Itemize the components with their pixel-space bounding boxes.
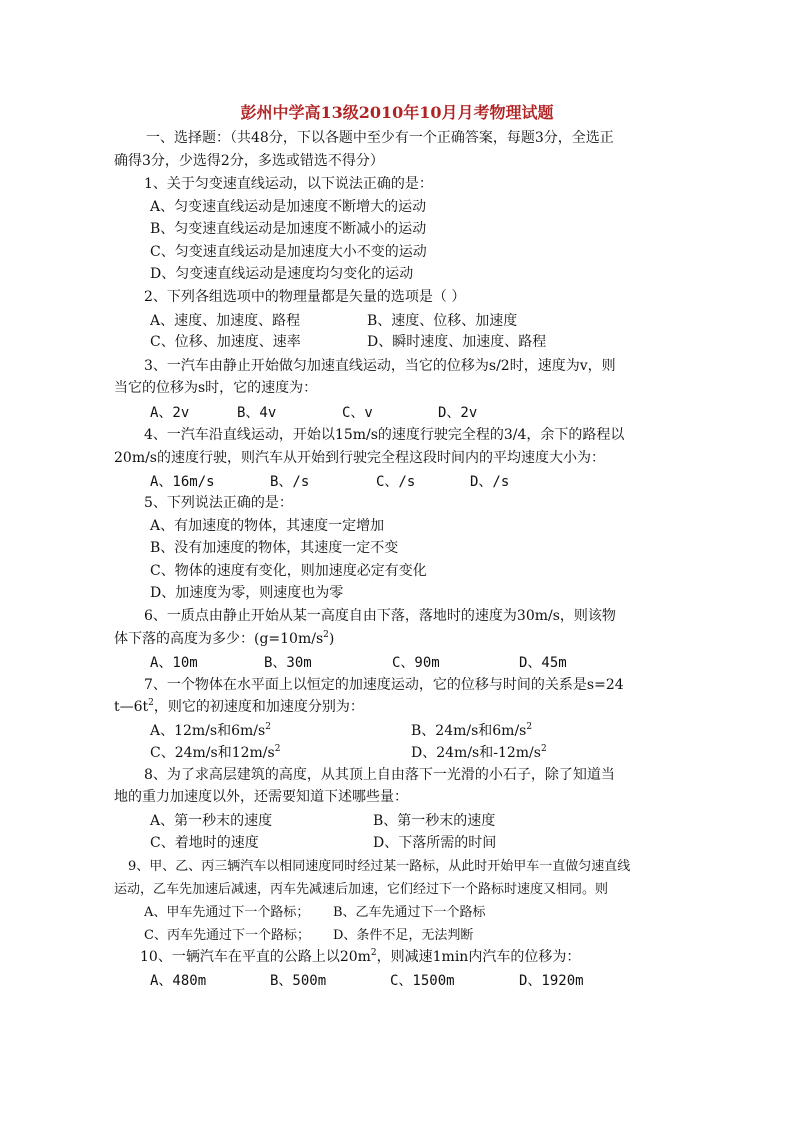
question-9-stem-line2: 运动，乙车先加速后减速，丙车先减速后加速，它们经过下一个路标时速度又相同。则 bbox=[114, 882, 609, 897]
question-2-option-a: A、速度、加速度、路程 bbox=[150, 313, 301, 329]
question-8-option-d: D、下落所需的时间 bbox=[373, 835, 497, 851]
question-7-stem-line1: 7、一个物体在水平面上以恒定的加速度运动，它的位移与时间的关系是s=24 bbox=[144, 677, 624, 693]
section-instructions-line2: 确得3分，少选得2分，多选或错选不得分） bbox=[114, 153, 384, 169]
question-4-option-b: B、/s bbox=[270, 474, 310, 490]
question-9-stem-line1: 9、甲、乙、丙三辆汽车以相同速度同时经过某一路标，从此时开始甲车一直做匀速直线 bbox=[128, 859, 631, 874]
question-1-option-c: C、匀变速直线运动是加速度大小不变的运动 bbox=[150, 244, 427, 260]
question-6-option-c: C、90m bbox=[392, 655, 440, 671]
question-9-option-b: B、乙车先通过下一个路标 bbox=[333, 905, 486, 920]
question-5-option-b: B、没有加速度的物体，其速度一定不变 bbox=[150, 540, 399, 556]
question-10-option-a: A、480m bbox=[150, 973, 207, 989]
question-9-option-c: C、丙车先通过下一个路标； bbox=[144, 928, 310, 943]
question-10-option-c: C、1500m bbox=[390, 973, 455, 989]
question-10-stem: 10、一辆汽车在平直的公路上以$20m^2$，则减速1min内汽车的位移为： bbox=[140, 948, 581, 965]
question-4-option-d: D、/s bbox=[470, 474, 510, 490]
question-3-stem-line2: 当它的位移为s时，它的速度为： bbox=[114, 380, 318, 396]
question-3-option-c: C、v bbox=[342, 405, 373, 421]
question-5-option-d: D、加速度为零，则速度也为零 bbox=[150, 585, 344, 601]
question-4-option-c: C、/s bbox=[376, 474, 416, 490]
question-4-option-a: A、16m/s bbox=[150, 474, 215, 490]
question-6-option-b: B、30m bbox=[264, 655, 312, 671]
question-2-stem: 2、下列各组选项中的物理量都是矢量的选项是（ ） bbox=[144, 289, 466, 305]
question-2-option-c: C、位移、加速度、速率 bbox=[150, 334, 301, 350]
question-8-option-b: B、第一秒末的速度 bbox=[373, 813, 496, 829]
question-8-stem-line2: 地的重力加速度以外，还需要知道下述哪些量： bbox=[114, 789, 408, 805]
question-7-option-a: A、12m/s和$6m/s^2$ bbox=[150, 722, 271, 739]
question-8-option-c: C、着地时的速度 bbox=[150, 835, 259, 851]
question-6-stem-line2: 体下落的高度为多少：$(g=10m/s^2)$ bbox=[114, 630, 335, 647]
question-2-option-b: B、速度、位移、加速度 bbox=[367, 313, 518, 329]
question-7-option-d: D、24m/s和$-12m/s^2$ bbox=[411, 744, 547, 761]
question-1-option-d: D、匀变速直线运动是速度均匀变化的运动 bbox=[150, 266, 414, 282]
exam-title: 彭州中学高13级2010年10月月考物理试题 bbox=[240, 103, 554, 122]
question-3-option-b: B、4v bbox=[237, 405, 277, 421]
question-4-stem-line2: 20m/s的速度行驶，则汽车从开始到行驶完全程这段时间内的平均速度大小为： bbox=[114, 450, 605, 466]
question-3-option-d: D、2v bbox=[438, 405, 478, 421]
question-1-stem: 1、关于匀变速直线运动，以下说法正确的是： bbox=[144, 176, 433, 192]
question-1-option-a: A、匀变速直线运动是加速度不断增大的运动 bbox=[150, 199, 427, 215]
question-9-option-d: D、条件不足，无法判断 bbox=[333, 928, 474, 943]
question-8-option-a: A、第一秒末的速度 bbox=[150, 813, 273, 829]
question-2-option-d: D、瞬时速度、加速度、路程 bbox=[367, 334, 547, 350]
question-3-stem-line1: 3、一汽车由静止开始做匀加速直线运动，当它的位移为s/2时，速度为v，则 bbox=[144, 358, 616, 374]
question-7-stem-line2: $t—6t^2$，则它的初速度和加速度分别为： bbox=[114, 698, 364, 715]
question-5-option-c: C、物体的速度有变化，则加速度必定有变化 bbox=[150, 563, 427, 579]
question-6-option-a: A、10m bbox=[150, 655, 198, 671]
question-5-stem: 5、下列说法正确的是： bbox=[144, 495, 293, 511]
question-4-stem-line1: 4、一汽车沿直线运动，开始以15m/s的速度行驶完全程的3/4，余下的路程以 bbox=[144, 427, 625, 443]
question-10-option-d: D、1920m bbox=[519, 973, 584, 989]
question-1-option-b: B、匀变速直线运动是加速度不断减小的运动 bbox=[150, 221, 427, 237]
question-10-option-b: B、500m bbox=[270, 973, 327, 989]
question-7-option-b: B、24m/s和$6m/s^2$ bbox=[411, 722, 533, 739]
question-8-stem-line1: 8、为了求高层建筑的高度，从其顶上自由落下一光滑的小石子，除了知道当 bbox=[144, 767, 615, 783]
question-7-option-c: C、24m/s和$12m/s^2$ bbox=[150, 744, 281, 761]
question-6-stem-line1: 6、一质点由静止开始从某一高度自由下落，落地时的速度为30m/s，则该物 bbox=[144, 608, 616, 624]
question-6-option-d: D、45m bbox=[519, 655, 567, 671]
question-3-option-a: A、2v bbox=[150, 405, 190, 421]
question-9-option-a: A、甲车先通过下一个路标； bbox=[144, 905, 310, 920]
section-instructions-line1: 一、选择题：（共48分，下以各题中至少有一个正确答案，每题3分，全选正 bbox=[146, 130, 614, 146]
question-5-option-a: A、有加速度的物体，其速度一定增加 bbox=[150, 518, 385, 534]
